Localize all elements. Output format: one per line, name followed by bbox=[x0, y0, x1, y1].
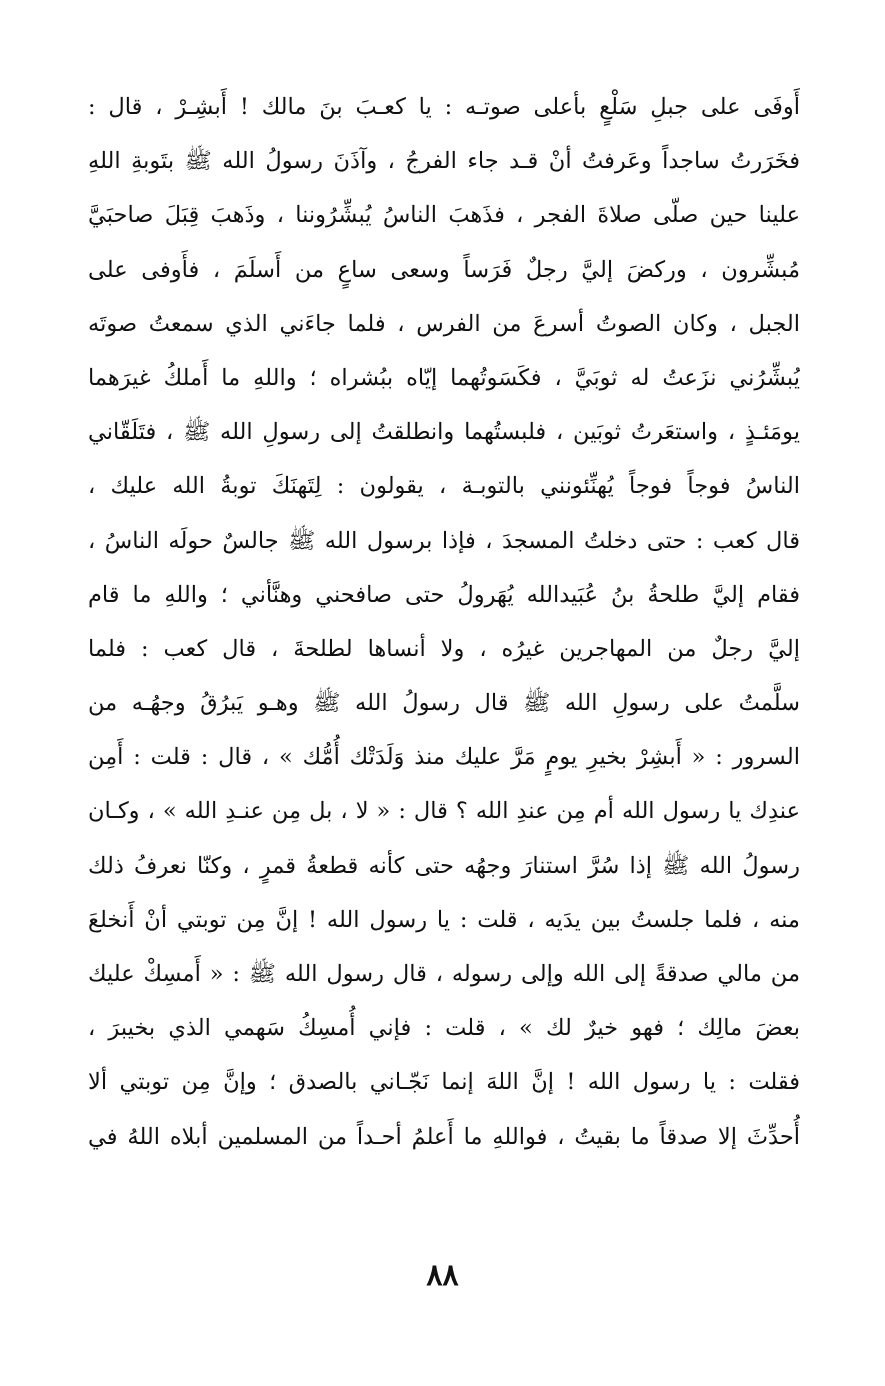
text-line: علينا حين صلّى صلاةَ الفجر ، فذَهبَ الناسُ يُبشِّرُوننا ، وذَهبَ قِبَلَ صاحبَيَّ bbox=[88, 202, 800, 229]
text-line: أُحدِّثَ إلا صدقاً ما بقيتُ ، فواللهِ ما أَعلمُ أحـداً من المسلمين أبلاه اللهُ في bbox=[88, 1123, 800, 1150]
text-line: قال كعب : حتى دخلتُ المسجدَ ، فإذا برسول الله ﷺ جالسٌ حولَه الناسُ ، bbox=[88, 527, 800, 554]
text-line: إليَّ رجلٌ من المهاجرين غيرُه ، ولا أنساها لطلحةَ ، قال كعب : فلما bbox=[88, 635, 800, 662]
text-line: منه ، فلما جلستُ بين يدَيه ، قلت : يا رسول الله ! إنَّ مِن توبتي أنْ أَنخلعَ bbox=[88, 906, 800, 933]
text-line: سلَّمتُ على رسولِ الله ﷺ قال رسولُ الله ﷺ وهـو يَبرُقُ وجهُـه من bbox=[88, 690, 800, 717]
text-line: مُبشِّرون ، وركضَ إليَّ رجلٌ فَرَساً وسعى ساعٍ من أَسلَمَ ، فأَوفى على bbox=[88, 256, 800, 283]
text-line: عندِك يا رسول الله أم مِن عندِ الله ؟ قال : « لا ، بل مِن عنـدِ الله » ، وكـان bbox=[88, 798, 800, 825]
text-line: من مالي صدقةً إلى الله وإلى رسوله ، قال رسول الله ﷺ : « أَمسِكْ عليك bbox=[88, 961, 800, 987]
text-line: رسولُ الله ﷺ إذا سُرَّ استنارَ وجهُه حتى كأنه قطعةُ قمرٍ ، وكنّا نعرفُ ذلك bbox=[88, 852, 800, 879]
text-line: السرور : « أَبشِرْ بخيرِ يومٍ مَرَّ عليك منذ وَلَدَتْك أُمُّك » ، قال : قلت : أَمِن bbox=[88, 744, 800, 771]
text-line: فقلت : يا رسول الله ! إنَّ اللهَ إنما نَجّـاني بالصدق ؛ وإنَّ مِن توبتي ألا bbox=[88, 1069, 800, 1096]
text-line: يُبشِّرُني نزَعتُ له ثوبَيَّ ، فكَسَوتُهما إيّاه ببُشراه ؛ واللهِ ما أَملكُ غيرَهما bbox=[88, 364, 800, 391]
text-line: يومَئـذٍ ، واستعَرتُ ثوبَين ، فلبستُهما وانطلقتُ إلى رسولِ الله ﷺ ، فتَلَقّاني bbox=[88, 419, 800, 446]
text-line: فخَرَرتُ ساجداً وعَرفتُ أنْ قـد جاء الفرجُ ، وآذَنَ رسولُ الله ﷺ بتَوبةِ اللهِ bbox=[88, 148, 800, 175]
text-line: الناسُ فوجاً فوجاً يُهنِّئونني بالتوبـة ، يقولون : لِتَهنَكَ توبةُ الله عليك ، bbox=[88, 473, 800, 500]
text-line: أَوفَى على جبلِ سَلْعٍ بأعلى صوتـه : يا كعـبَ بنَ مالك ! أَبشِـرْ ، قال : bbox=[88, 94, 800, 120]
page-number: ٨٨ bbox=[426, 1258, 459, 1293]
body-text bbox=[88, 80, 800, 1164]
text-line: الجبل ، وكان الصوتُ أسرعَ من الفرس ، فلما جاءَني الذي سمعتُ صوتَه bbox=[88, 310, 800, 337]
text-line: فقام إليَّ طلحةُ بنُ عُبَيدالله يُهَرولُ حتى صافحني وهنَّأني ؛ واللهِ ما قام bbox=[88, 581, 800, 608]
text-line: بعضَ مالِك ؛ فهو خيرٌ لك » ، قلت : فإني أُمسِكُ سَهمي الذي بخيبرَ ، bbox=[88, 1015, 800, 1042]
